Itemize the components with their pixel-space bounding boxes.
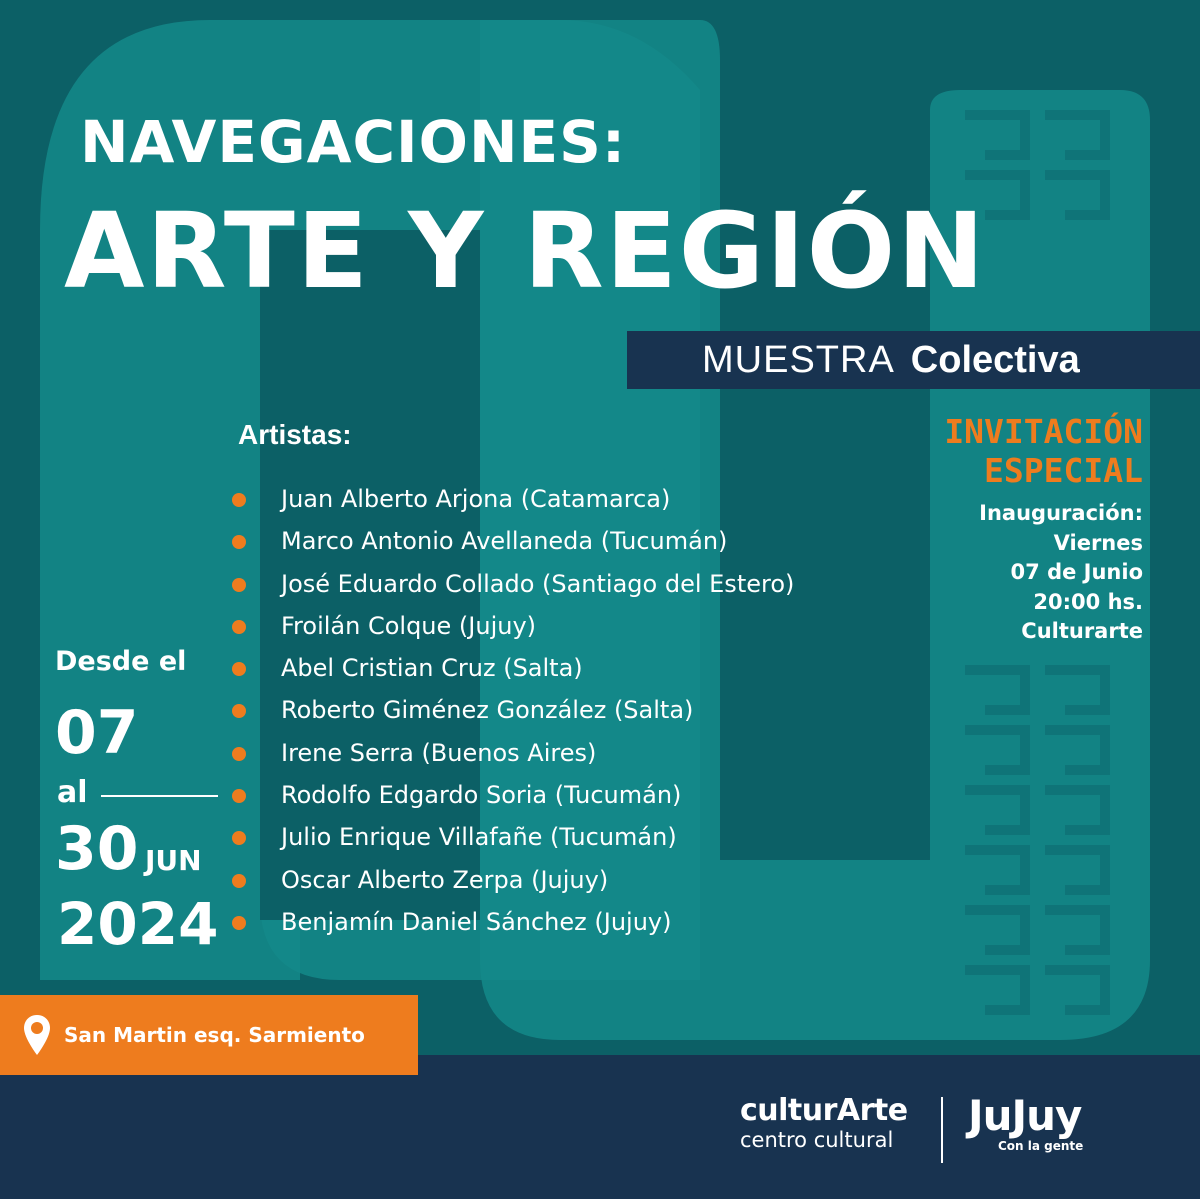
exhibition-type-banner: [627, 331, 1200, 389]
artist-name: Abel Cristian Cruz (Salta): [281, 654, 583, 683]
bullet-icon: [232, 662, 246, 676]
inauguration-venue: Culturarte: [1021, 619, 1143, 643]
inauguration-date: 07 de Junio: [1010, 560, 1143, 584]
artist-name: Irene Serra (Buenos Aires): [281, 738, 597, 767]
address-banner: [0, 995, 418, 1075]
artist-name: Oscar Alberto Zerpa (Jujuy): [281, 865, 609, 894]
list-item: [230, 520, 794, 562]
exhibition-type-word2: Colectiva: [910, 338, 1080, 381]
bullet-icon: [232, 747, 246, 761]
map-pin-icon: [22, 1013, 52, 1057]
jujuy-logo-name: JuJuy: [968, 1091, 1082, 1140]
artist-name: Roberto Giménez González (Salta): [281, 696, 694, 725]
list-item: [230, 732, 794, 774]
artist-name: Juan Alberto Arjona (Catamarca): [281, 485, 671, 513]
bullet-icon: [232, 831, 246, 845]
invitation-line-1: INVITACIÓN: [944, 412, 1143, 451]
inauguration-time: 20:00 hs.: [1033, 589, 1143, 614]
exhibition-type-word1: MUESTRA: [702, 338, 895, 381]
artist-name: Rodolfo Edgardo Soria (Tucumán): [281, 781, 682, 810]
bullet-icon: [232, 493, 246, 507]
list-item: [230, 859, 794, 901]
bullet-icon: [232, 620, 246, 634]
bullet-icon: [232, 874, 246, 888]
artists-label: Artistas:: [238, 419, 352, 450]
artist-name: Julio Enrique Villafañe (Tucumán): [281, 823, 677, 852]
list-item: [230, 647, 794, 689]
date-desde-label: Desde el: [55, 646, 187, 677]
list-item: [230, 605, 794, 647]
culturarte-logo-name: culturArte: [740, 1093, 908, 1128]
date-divider: [101, 795, 218, 797]
culturarte-logo-subtitle: centro cultural: [740, 1128, 894, 1152]
bullet-icon: [232, 789, 246, 803]
culturarte-logo: [740, 1093, 908, 1152]
bullet-icon: [232, 916, 246, 930]
title-line-1: NAVEGACIONES:: [80, 108, 627, 176]
logo-divider: [941, 1097, 943, 1163]
invitation-line-2: ESPECIAL: [984, 451, 1143, 490]
address-text: San Martin esq. Sarmiento: [64, 1023, 365, 1047]
bullet-icon: [232, 535, 246, 549]
month: JUN: [145, 844, 202, 877]
invitation-heading: [843, 412, 1143, 490]
artist-name: Froilán Colque (Jujuy): [281, 611, 537, 640]
bullet-icon: [232, 578, 246, 592]
artist-name: José Eduardo Collado (Santiago del Estero): [281, 569, 795, 598]
jujuy-logo-tagline: Con la gente: [998, 1139, 1084, 1153]
start-day: 07: [55, 698, 139, 768]
inauguration-label: Inauguración:: [979, 501, 1143, 525]
list-item: [230, 563, 794, 605]
list-item: [230, 478, 794, 520]
list-item: [230, 901, 794, 943]
artist-name: Marco Antonio Avellaneda (Tucumán): [281, 527, 728, 556]
list-item: [230, 774, 794, 816]
inauguration-details: [883, 499, 1143, 647]
end-day: 30: [55, 814, 139, 884]
list-item: [230, 689, 794, 731]
jujuy-logo: [968, 1091, 1084, 1153]
artist-list: [230, 478, 794, 943]
date-al-label: al: [57, 775, 88, 810]
bullet-icon: [232, 704, 246, 718]
artist-name: Benjamín Daniel Sánchez (Jujuy): [281, 907, 672, 936]
list-item: [230, 816, 794, 858]
inauguration-weekday: Viernes: [1053, 530, 1143, 555]
title-line-2: ARTE Y REGIÓN: [64, 190, 987, 312]
year: 2024: [57, 890, 219, 958]
